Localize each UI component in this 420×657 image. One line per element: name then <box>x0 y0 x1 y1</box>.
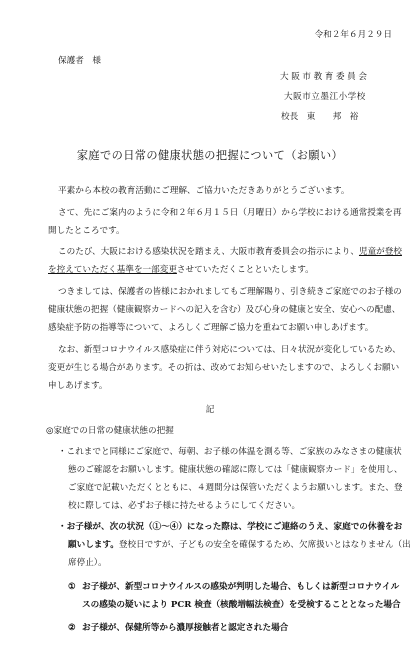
paragraph-note-line1: なお、新型コロナウイルス感染症に伴う対応については、日々状況が変化しているため、 <box>58 345 401 355</box>
paragraph-change-line1 <box>58 247 402 258</box>
condition-1-line1 <box>68 582 399 593</box>
bullet-rest-bold: 願いします。 <box>68 540 119 550</box>
bullet-temperature-line3: ご家庭で記載いただくとともに、４週間分は保管いただくようお願いします。また、登 <box>68 483 403 493</box>
bullet-temperature-line4: 校に際しては、必ずお子様に持たせるようにしてください。 <box>68 501 301 511</box>
paragraph-request-line2: 健康状態の把握（健康観察カードへの記入を含む）及び心身の健康と安全、安心への配慮、 <box>48 305 401 315</box>
underlined-criteria-start: 児童が登校 <box>358 247 402 257</box>
bullet-rest-line1: ・お子様が、次の状況（①～④）になった際は、学校にご連絡のうえ、家庭での休養をお <box>58 522 403 532</box>
paragraph-resume-line1: さて、先にご案内のように令和２年６月１５日（月曜日）から学校における通常授業を再 <box>58 208 402 218</box>
paragraph-resume-line2: 開したところです。 <box>48 226 125 236</box>
condition-2-text: お子様が、保健所等から濃厚接触者と認定された場合 <box>82 623 289 633</box>
sender-org: 大阪市教育委員会 <box>280 72 370 82</box>
bullet-temperature-line1: ・これまでと同様にご家庭で、毎朝、お子様の体温を測る等、ご家族のみなさまの健康状 <box>58 447 402 457</box>
paragraph-request-line3: 感染症予防の指導等について、よろしくご理解ご協力を重ねてお願い申しあげます。 <box>48 323 374 333</box>
bullet-rest-text: 登校日ですが、子どもの安全を確保するため、欠席扱いとはなりません（出 <box>118 540 411 550</box>
paragraph-change-text: このたび、大阪における感染状況を踏まえ、大阪市教育委員会の指示により、 <box>58 247 359 257</box>
paragraph-note-line3: 申しあげます。 <box>48 381 108 391</box>
paragraph-change-tail: させていただくことといたします。 <box>176 265 314 275</box>
condition-2-number: ② <box>68 623 76 633</box>
paragraph-change-line2 <box>48 265 314 276</box>
paragraph-note-line2: 変更が生じる場合があります。その折は、改めてお知らせいたしますので、よろしくお願い <box>48 363 400 373</box>
ki-marker: 記 <box>205 405 215 415</box>
letter-date: 令和２年６月２９日 <box>314 30 392 40</box>
bullet-rest-line3: 席停止）。 <box>68 558 107 568</box>
sender-school: 大阪市立墨江小学校 <box>284 92 366 102</box>
section-heading: ◎家庭での日常の健康状態の把握 <box>46 426 174 436</box>
condition-1-number: ① <box>68 582 76 592</box>
underlined-criteria-end: を控えていただく基準を一部変更 <box>48 265 177 275</box>
recipient: 保護者 様 <box>58 56 101 66</box>
condition-1-text: お子様が、新型コロナウイルスの感染が判明した場合、もしくは新型コロナウイル <box>82 582 400 592</box>
bullet-temperature-line2: 態のご確認をお願いします。健康状態の確認に際しては「健康観察カード」を使用し、 <box>68 465 403 475</box>
sender-principal: 校長 東 邦 裕 <box>281 112 359 122</box>
page-title: 家庭での日常の健康状態の把握について（お願い） <box>76 149 344 162</box>
bullet-rest-line2 <box>68 540 411 551</box>
paragraph-request-line1: つきましては、保護者の皆様におかれましてもご理解賜り、引き続きご家庭でのお子様の <box>58 287 402 297</box>
condition-2-line1 <box>68 623 288 634</box>
condition-1-line2: スの感染の疑いにより PCR 検査（核酸増幅法検査）を受検することとなった場合 <box>82 600 401 610</box>
paragraph-greeting: 平素から本校の教育活動にご理解、ご協力いただきありがとうございます。 <box>58 186 350 196</box>
